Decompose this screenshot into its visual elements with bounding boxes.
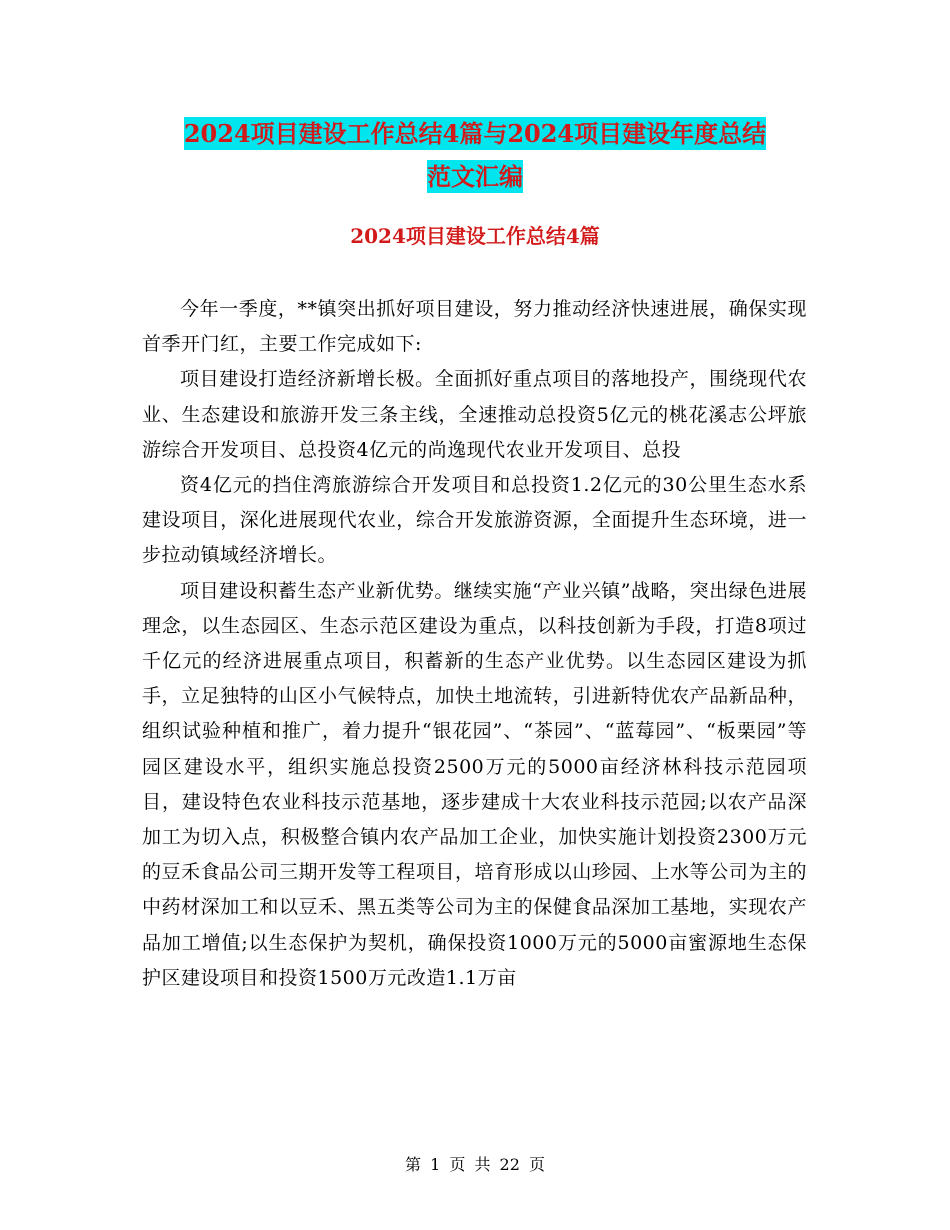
page-footer: 第 1 页 共 22 页 — [405, 1155, 545, 1174]
title-line-2: 范文汇编 — [427, 162, 523, 191]
paragraph-1: 今年一季度，**镇突出抓好项目建设，努力推动经济快速进展，确保实现首季开门红，主要工作完成如下: — [142, 298, 807, 356]
paragraph-2: 项目建设打造经济新增长极。全面抓好重点项目的落地投产，围绕现代农业、生态建设和旅游开发三条主线，全速推动总投资5亿元的桃花溪志公坪旅游综合开发项目、总投资4亿元的尚逸现代农业开发项目、总投 — [142, 368, 807, 461]
paragraph-4: 项目建设积蓄生态产业新优势。继续实施“产业兴镇”战略，突出绿色进展理念，以生态园区、生态示范区建设为重点，以科技创新为手段，打造8项过千亿元的经济进展重点项目，积蓄新的生态产业优势。以生态园区建设为抓手，立足独特的山区小气候特点，加快土地流转，引进新特优农产品新品种，组织试验种植和推广，着力提升“银花园”、“茶园”、“蓝莓园”、“板栗园”等园区建设水平，组织实施总投资2500万元的5000亩经济林科技示范园项目，建设特色农业科技示范基地，逐步建成十大农业科技示范园;以农产品深加工为切入点，积极整合镇内农产品加工企业，加快实施计划投资2300万元的豆禾食品公司三期开发等工程项目，培育形成以山珍园、上水等公司为主的中药材深加工和以豆禾、黑五类等公司为主的保健食品深加工基地，实现农产品加工增值;以生态保护为契机，确保投资1000万元的5000亩蜜源地生态保护区建设项目和投资1500万元改造1.1万亩 — [142, 579, 807, 989]
paragraph-3: 资4亿元的挡住湾旅游综合开发项目和总投资1.2亿元的30公里生态水系建设项目，深化进展现代农业，综合开发旅游资源，全面提升生态环境，进一步拉动镇域经济增长。 — [142, 474, 807, 567]
document-title — [0, 112, 950, 198]
title-line-1: 2024项目建设工作总结4篇与2024项目建设年度总结 — [183, 119, 767, 148]
section-title: 2024项目建设工作总结4篇 — [350, 224, 600, 248]
body-text — [142, 292, 807, 996]
